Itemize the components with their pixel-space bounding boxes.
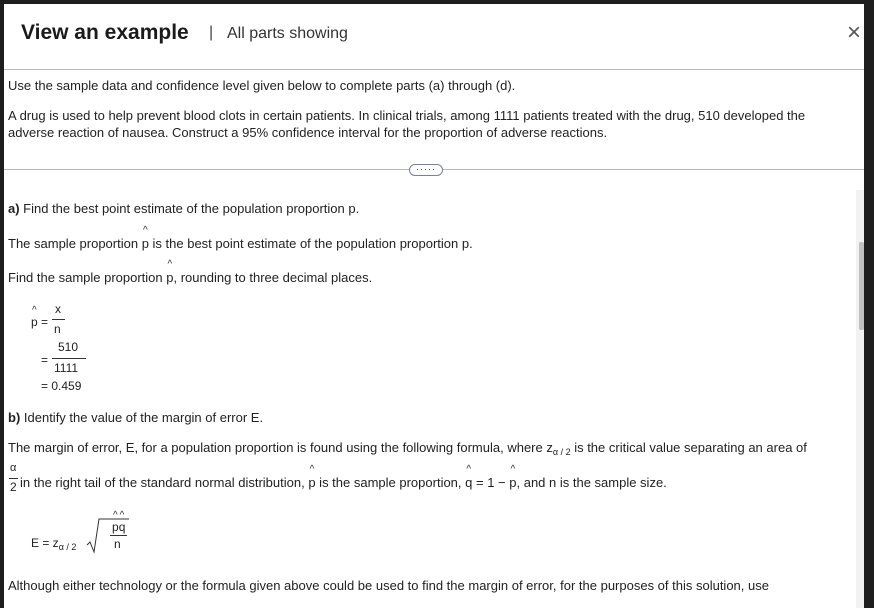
part-a-instruction xyxy=(8,269,372,286)
margin-explanation-line-2 xyxy=(20,474,667,491)
explanation-text: The margin of error, E, for a population proportion is found using the following formula, where xyxy=(8,440,547,455)
example-dialog xyxy=(4,4,864,608)
part-a-question-text: Find the best point estimate of the population proportion p. xyxy=(19,201,360,216)
p-hat-symbol: ^ p xyxy=(166,269,173,286)
explanation-text: in the right tail of the standard normal distribution, xyxy=(20,475,309,490)
fraction-bar xyxy=(52,319,65,320)
z-symbol: z xyxy=(546,440,553,455)
explanation-text: The sample proportion xyxy=(8,236,142,251)
equals-sign: = xyxy=(41,353,49,367)
sqrt-numerator xyxy=(112,520,125,534)
q-hat-symbol: ^ q xyxy=(119,520,126,534)
p-hat-symbol: ^ p xyxy=(509,474,516,491)
p-hat-symbol: ^ p xyxy=(308,474,315,491)
expand-collapse-button[interactable]: ····· xyxy=(409,164,443,176)
alpha-denominator: 2 xyxy=(10,480,17,494)
scrollbar-thumb[interactable] xyxy=(859,242,864,330)
instructions-text: Use the sample data and confidence level given below to complete parts (a) through (d). xyxy=(8,78,516,93)
p-hat-symbol: ^ p xyxy=(31,315,38,329)
alpha-numerator: α xyxy=(10,462,17,474)
dialog-subtitle: All parts showing xyxy=(227,25,348,42)
explanation-text-end: is the critical value separating an area of xyxy=(570,440,807,455)
margin-explanation-line-1 xyxy=(8,439,807,461)
fraction-denominator: 1111 xyxy=(54,361,79,375)
part-b-question xyxy=(8,409,263,426)
part-a-label: a) xyxy=(8,201,20,216)
formula-lhs-text: E = z xyxy=(31,536,59,550)
formula-lhs xyxy=(31,315,48,329)
part-a-explanation xyxy=(8,235,473,252)
fraction-numerator: 510 xyxy=(58,340,79,354)
part-b-label: b) xyxy=(8,410,21,425)
fraction-denominator: n xyxy=(54,322,61,336)
header-divider xyxy=(4,69,864,70)
close-icon[interactable]: × xyxy=(846,19,861,46)
instruction-text: Find the sample proportion xyxy=(8,270,167,285)
problem-text-line-1: A drug is used to help prevent blood clots in certain patients. In clinical trials, among 1111 patients treated with the drug, 510 developed the xyxy=(8,108,806,123)
formula-result: = 0.459 xyxy=(41,379,82,393)
fraction-bar xyxy=(110,535,127,536)
explanation-text-end: , and n is the sample size. xyxy=(516,475,667,490)
explanation-text-end: is the best point estimate of the population proportion p. xyxy=(148,236,473,251)
explanation-text: is the sample proportion, xyxy=(315,475,466,490)
explanation-text: = 1 − xyxy=(472,475,510,490)
p-hat-symbol: ^ p xyxy=(142,235,149,252)
dialog-header xyxy=(4,4,864,68)
fraction-bar xyxy=(52,358,86,359)
part-b-question-text: Identify the value of the margin of error E. xyxy=(20,410,264,425)
formula-subscript: α / 2 xyxy=(58,542,77,552)
margin-formula-lhs xyxy=(31,536,76,552)
fraction-bar xyxy=(9,478,18,479)
header-separator: | xyxy=(209,24,214,41)
equals-sign: = xyxy=(41,315,49,329)
sqrt-denominator: n xyxy=(114,537,121,551)
trailing-text: Although either technology or the formula given above could be used to find the margin of error, for the purposes of this solution, use xyxy=(8,578,769,593)
q-hat-symbol: ^ q xyxy=(465,474,472,491)
p-hat-symbol: ^ p xyxy=(112,520,119,534)
instruction-text-end: , rounding to three decimal places. xyxy=(173,270,373,285)
dialog-title: View an example xyxy=(21,21,189,44)
part-a-question xyxy=(8,200,359,217)
fraction-numerator: x xyxy=(55,302,61,316)
z-subscript: α / 2 xyxy=(552,447,571,457)
problem-text-line-2: adverse reaction of nausea. Construct a 95% confidence interval for the proportion of adverse reactions. xyxy=(8,125,608,140)
